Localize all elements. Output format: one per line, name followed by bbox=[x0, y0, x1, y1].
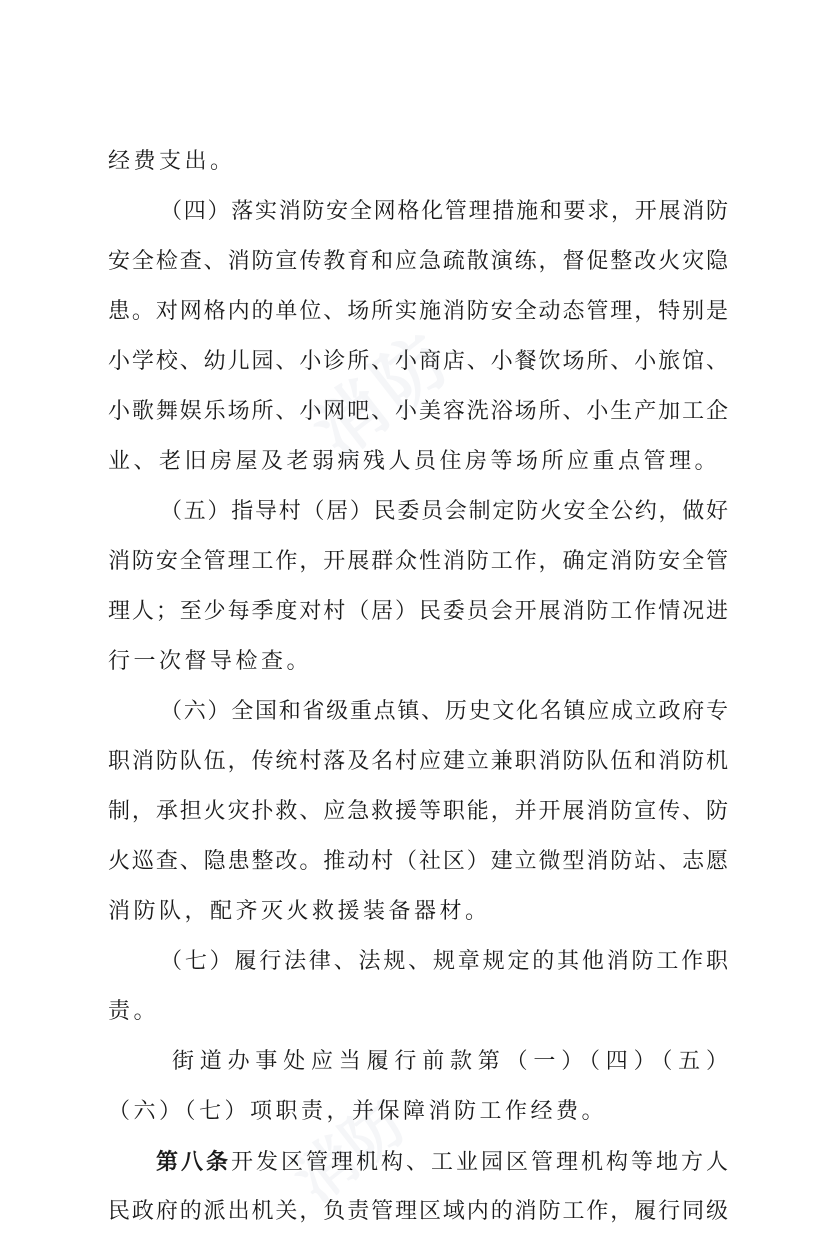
text-line: 小学校、幼儿园、小诊所、小商店、小餐饮场所、小旅馆、 bbox=[108, 349, 728, 374]
text-line: 业、老旧房屋及老弱病残人员住房等场所应重点管理。 bbox=[108, 449, 721, 474]
text-line: 经费支出。 bbox=[108, 149, 236, 174]
watermark-bottom: 消防 bbox=[281, 1087, 420, 1217]
watermark: 消防 bbox=[297, 315, 469, 474]
text-line: 安全检查、消防宣传教育和应急疏散演练，督促整改火灾隐 bbox=[108, 249, 728, 274]
text-line: 行一次督导检查。 bbox=[108, 649, 313, 674]
text-line: 患。对网格内的单位、场所实施消防安全动态管理，特别是 bbox=[108, 299, 728, 324]
text-line: 小歌舞娱乐场所、小网吧、小美容洗浴场所、小生产加工企 bbox=[108, 399, 728, 424]
text-line: 火巡查、隐患整改。推动村（社区）建立微型消防站、志愿 bbox=[108, 849, 728, 874]
article-heading: 第八条 bbox=[156, 1149, 231, 1175]
text-line: （四）落实消防安全网格化管理措施和要求，开展消防 bbox=[160, 199, 728, 224]
article-line bbox=[108, 1137, 728, 1187]
text-line: 职消防队伍，传统村落及名村应建立兼职消防队伍和消防机 bbox=[108, 749, 728, 774]
text-line: 消防安全管理工作，开展群众性消防工作，确定消防安全管 bbox=[108, 549, 728, 574]
text-line: （六）全国和省级重点镇、历史文化名镇应成立政府专 bbox=[160, 699, 728, 724]
text-line: （六）（七）项职责，并保障消防工作经费。 bbox=[108, 1099, 608, 1124]
text-line: 理人；至少每季度对村（居）民委员会开展消防工作情况进 bbox=[108, 599, 728, 624]
document-body bbox=[108, 137, 728, 1237]
text-line: 制，承担火灾扑救、应急救援等职能，并开展消防宣传、防 bbox=[108, 799, 728, 824]
text-line: 消防队，配齐灭火救援装备器材。 bbox=[108, 899, 491, 924]
text-line: （五）指导村（居）民委员会制定防火安全公约，做好 bbox=[160, 499, 728, 524]
text-line: （七）履行法律、法规、规章规定的其他消防工作职 bbox=[160, 949, 728, 974]
text-line: 责。 bbox=[108, 999, 160, 1024]
text-line: 街道办事处应当履行前款第（一）（四）（五） bbox=[172, 1049, 728, 1074]
article-text: 开发区管理机构、工业园区管理机构等地方人 bbox=[231, 1150, 728, 1175]
text-line: 民政府的派出机关，负责管理区域内的消防工作，履行同级 bbox=[108, 1199, 728, 1224]
